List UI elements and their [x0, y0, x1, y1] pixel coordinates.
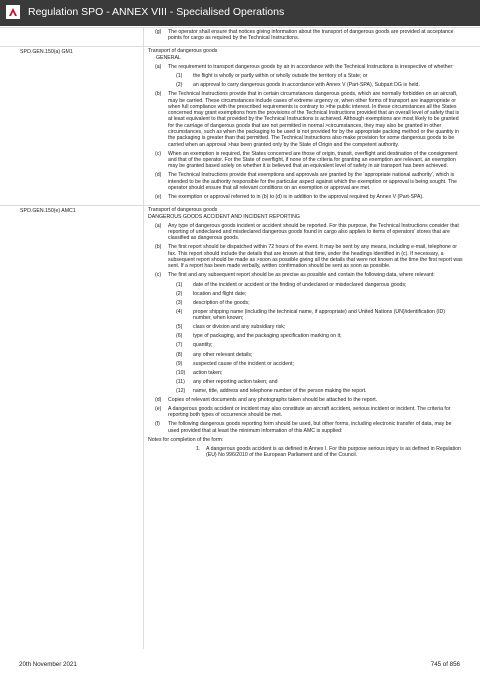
page-footer — [0, 649, 480, 679]
list-marker: (e) — [155, 406, 162, 413]
list-marker: (7) — [176, 342, 183, 349]
page-number: 745 of 856 — [430, 661, 460, 668]
list-text: proper shipping name (including the technical name, if appropriate) and United Nations (UN)/identification (ID) number, when known; — [193, 308, 446, 322]
list-item — [148, 342, 464, 348]
list-marker: (c) — [155, 272, 162, 279]
list-text: The first report should be dispatched within 72 hours of the event. It may be sent by any means, including e-mail, telephone or fax. This report should include the details that are known at that time, under the headings identified in (c). If necessary, a subsequent report should be made as >soon as possible giving all the details that were not known at the time the first report was sent. If a report has been made verbally, written confirmation should be sent as soon as possible. — [168, 244, 463, 270]
list-item — [148, 91, 464, 148]
list-text: The following dangerous goods reporting form should be used, but other forms, including electronic transfer of data, may be used provided that at least the minimum information of this AMC is supplied: — [168, 421, 452, 434]
list-marker: (11) — [176, 378, 185, 385]
list-text: The operator shall ensure that notices giving information about the transport of dangerous goods are provided at acceptance points for cargo as required by the Technical Instructions. — [168, 29, 454, 42]
list-text: The Technical Instructions provide that in certain circumstances dangerous goods, which are normally forbidden on an aircraft, may be carried. These circumstances include cases of extreme urgency or, when other forms of transport are inappropriate or when full compliance with the prescribed requirements is contrary to >the public interest. In these circumstances all the States concerned may grant exemptions from the provisions of the Technical Instructions provided that an overall level of safety that is at least equivalent to that provided by the Technical Instructions is achieved. Although exemptions are most likely to be granted for the carriage of dangerous goods that are not permitted in normal >circumstances, they may also be granted in other circumstances, such as when the packaging to be used is not provided for by the appropriate packing method or the quantity in the packaging is greater than that permitted. The Technical Instructions also make provision for some dangerous goods to be carried when an approval >has been granted only by the State of Origin and the competent authority. — [168, 91, 460, 148]
list-item — [148, 64, 464, 70]
list-text: date of the incident or accident or the finding of undeclared or misdeclared dangerous goods; — [193, 281, 407, 288]
list-text: quantity; — [193, 342, 213, 349]
list-item — [148, 379, 464, 385]
list-item — [148, 421, 464, 434]
list-item — [148, 223, 464, 242]
list-text: Copies of relevant documents and any photographs taken should be attached to the report. — [168, 396, 378, 403]
list-item — [148, 370, 464, 376]
list-text: any other relevant details; — [193, 351, 253, 358]
section-amc1 — [0, 205, 480, 463]
list-marker: (8) — [176, 351, 183, 358]
list-item — [148, 272, 464, 278]
list-item — [148, 151, 464, 170]
list-text: the flight is wholly or partly within or wholly outside the territory of a State; or — [193, 73, 368, 80]
list-marker: (1) — [176, 73, 183, 80]
list-text: Any type of dangerous goods incident or accident should be reported. For this purpose, the Technical Instructions consider that reporting of undeclared and misdeclared dangerous goods found in cargo also applies to items of operators’ stores that are classified as dangerous goods. — [168, 222, 459, 242]
list-item — [148, 172, 464, 191]
list-marker: (c) — [155, 150, 162, 157]
list-item — [148, 333, 464, 339]
list-marker: 1. — [196, 446, 201, 453]
list-marker: (a) — [155, 63, 162, 70]
section-title: Transport of dangerous goods — [148, 48, 218, 55]
list-text: description of the goods; — [193, 299, 250, 306]
list-marker: (d) — [155, 172, 162, 179]
list-text: The first and any subsequent report should be as precise as possible and contain the following data, where relevant: — [168, 272, 435, 279]
list-item — [148, 397, 464, 403]
list-marker: (3) — [176, 299, 183, 306]
list-item — [148, 406, 464, 419]
continuation-row — [0, 27, 480, 46]
page-header — [0, 0, 480, 26]
list-text: When an exemption is required, the States concerned are those of origin, transit, overflight and destination of the consignment and that of the operator. For the State of overflight, if none of the criteria for granting an exemption are relevant, an exemption may be granted based solely on whether it is believed that an equivalent level of safety in air transport has been achieved. — [168, 150, 458, 170]
list-text: action taken; — [193, 369, 223, 376]
section-gm1 — [0, 46, 480, 205]
list-marker: (2) — [176, 82, 183, 89]
footer-date: 20th November 2021 — [19, 661, 77, 668]
list-item — [148, 244, 464, 269]
list-text: type of packaging, and the packaging specification marking on it; — [193, 333, 342, 340]
list-marker: (4) — [176, 308, 183, 315]
list-item — [148, 82, 464, 88]
list-marker: (5) — [176, 324, 183, 331]
list-item — [148, 300, 464, 306]
list-marker: (e) — [155, 194, 162, 201]
list-text: any other reporting action taken; and — [193, 378, 278, 385]
list-text: A dangerous goods accident is as defined in Annex I. For this purpose serious injury is as defined in Regulation (EU) No 996/2010 of the European Parliament and of the Council. — [206, 446, 461, 459]
list-text: The Technical Instructions provide that exemptions and approvals are granted by the ‘appropriate national authority’, which is intended to be the authority responsible for the particular aspect against which the exemption or approval is being sought. The operator should ensure that all relevant conditions on an exemption or approval are met. — [168, 172, 457, 192]
list-marker: (12) — [176, 387, 186, 394]
section-title: Transport of dangerous goods — [148, 207, 218, 214]
list-item — [148, 282, 464, 288]
list-item — [148, 291, 464, 297]
easa-logo-icon — [6, 5, 20, 19]
list-marker: (d) — [155, 396, 162, 403]
list-marker: (6) — [176, 333, 183, 340]
list-text: an approval to carry dangerous goods in accordance with Annex V (Part-SPA), Subpart DG is held. — [193, 82, 420, 89]
list-marker: (10) — [176, 369, 186, 376]
section-subtitle: DANGEROUS GOODS ACCIDENT AND INCIDENT REPORTING — [148, 213, 300, 220]
list-marker: (2) — [176, 290, 183, 297]
list-text: The exemption or approval referred to in (b) to (d) is in addition to the approval required by Annex V (Part-SPA). — [168, 194, 424, 201]
list-item — [148, 29, 464, 42]
document-body — [0, 27, 480, 649]
list-text: location and flight date; — [193, 290, 247, 297]
document-title: Regulation SPO - ANNEX VIII - Specialised Operations — [28, 6, 285, 18]
list-text: name, title, address and telephone number of the person making the report. — [193, 387, 367, 394]
section-reference: SPO.GEN.150(a) GM1 — [20, 49, 73, 56]
list-item — [148, 352, 464, 358]
list-marker: (a) — [155, 222, 162, 229]
list-marker: (9) — [176, 360, 183, 367]
list-item — [148, 388, 464, 394]
list-text: class or division and any subsidiary risk; — [193, 324, 286, 331]
section-reference: SPO.GEN.150(e) AMC1 — [20, 208, 76, 215]
list-marker: (b) — [155, 91, 162, 98]
list-item — [148, 309, 464, 322]
note-item — [148, 446, 464, 459]
list-text: suspected cause of the incident or accident; — [193, 360, 294, 367]
list-text: A dangerous goods accident or incident may also constitute an aircraft accident, serious incident or incident. The criteria for reporting both types of occurrence should be met. — [168, 406, 451, 419]
list-item — [148, 361, 464, 367]
list-item — [148, 324, 464, 330]
list-marker: (f) — [155, 421, 160, 428]
list-marker: (g) — [155, 29, 162, 35]
section-subtitle: GENERAL — [156, 54, 181, 61]
list-item — [148, 73, 464, 79]
list-marker: (b) — [155, 244, 162, 251]
list-text: The requirement to transport dangerous goods by air in accordance with the Technical Instructions is irrespective of whether: — [168, 63, 454, 70]
list-item — [148, 194, 464, 200]
list-marker: (1) — [176, 281, 183, 288]
notes-title: Notes for completion of the form: — [148, 436, 224, 443]
